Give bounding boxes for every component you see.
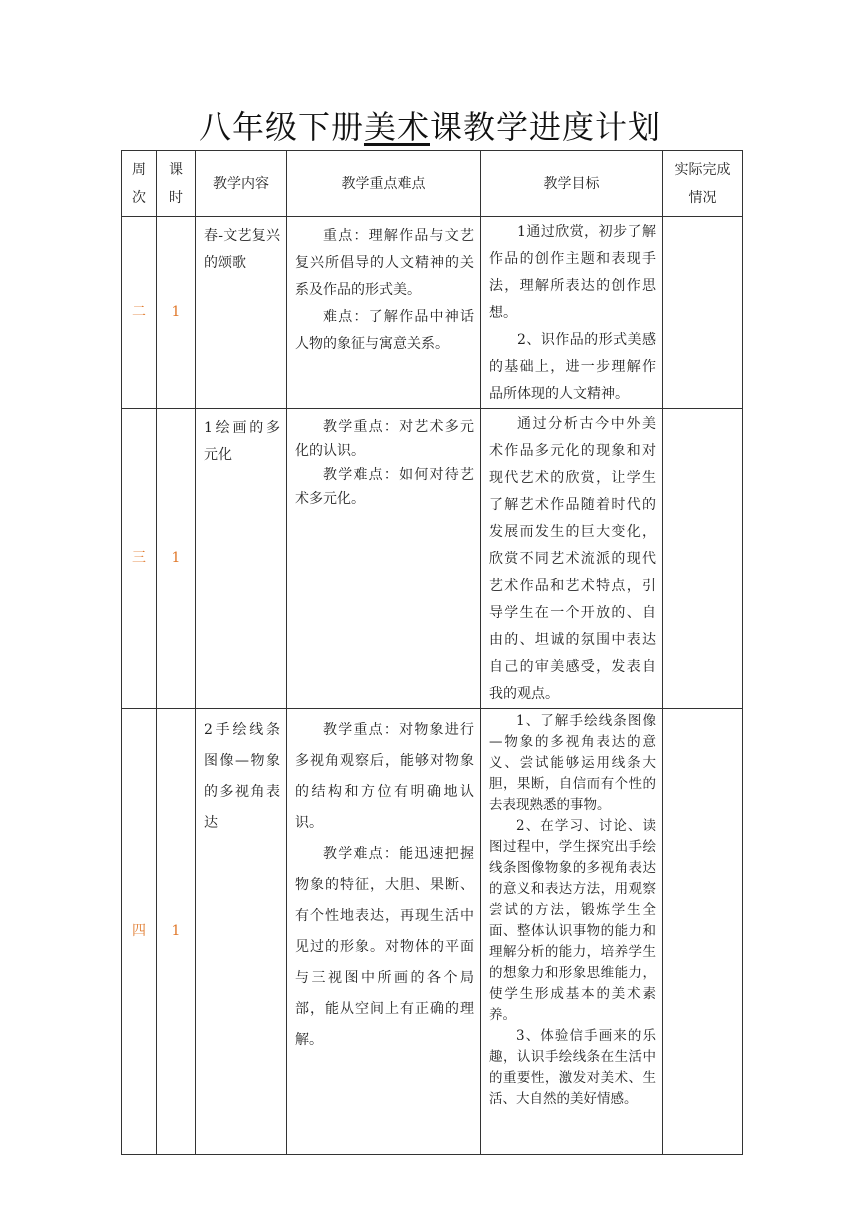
keypoints-cell bbox=[287, 709, 481, 1155]
week-cell: 四 bbox=[122, 709, 157, 1155]
goals-cell bbox=[481, 217, 663, 409]
hours-cell: 1 bbox=[157, 217, 196, 409]
header-keypoints: 教学重点难点 bbox=[287, 151, 481, 217]
content-cell: 1绘画的多元化 bbox=[196, 409, 287, 709]
goal-text: 通过分析古今中外美术作品多元化的现象和对现代艺术的欣赏，让学生了解艺术作品随着时代的发展而发生的巨大变化，欣赏不同艺术流派的现代艺术作品和艺术特点，引导学生在一个开放的、自由的、坦诚的氛围中表达自己的审美感受，发表自我的观点。 bbox=[489, 416, 656, 702]
table-row bbox=[122, 709, 743, 1155]
goal-text: 2、在学习、讨论、读图过程中，学生探究出手绘线条图像物象的多视角表达的意义和表达方法，用观察尝试的方法，锻炼学生全面、整体认识事物的能力和理解分析的能力，培养学生的想象力和形象思维能力，使学生形成基本的美术素养。 bbox=[489, 818, 656, 1023]
status-cell bbox=[663, 709, 743, 1155]
status-cell bbox=[663, 409, 743, 709]
keypoint-text: 教学重点：对艺术多元化的认识。 bbox=[295, 419, 474, 459]
keypoint-text: 重点：理解作品与文艺复兴所倡导的人文精神的关系及作品的形式美。 bbox=[295, 228, 474, 298]
goal-text: 3、体验信手画来的乐趣，认识手绘线条在生活中的重要性，激发对美术、生活、大自然的美好情感。 bbox=[489, 1028, 656, 1107]
keypoint-text: 难点：了解作品中神话人物的象征与寓意关系。 bbox=[295, 309, 474, 352]
content-cell: 2手绘线条图像—物象的多视角表达 bbox=[196, 709, 287, 1155]
goals-cell bbox=[481, 709, 663, 1155]
status-cell bbox=[663, 217, 743, 409]
title-subject: 美术 bbox=[363, 108, 430, 146]
hours-cell: 1 bbox=[157, 709, 196, 1155]
keypoint-text: 教学难点：能迅速把握物象的特征，大胆、果断、有个性地表达，再现生活中见过的形象。对物体的平面与三视图中所画的各个局部，能从空间上有正确的理解。 bbox=[295, 846, 474, 1048]
title-prefix: 八年级下册 bbox=[198, 108, 364, 146]
schedule-table bbox=[121, 150, 743, 1155]
header-status: 实际完成情况 bbox=[663, 151, 743, 217]
header-hours: 课时 bbox=[157, 151, 196, 217]
table-row bbox=[122, 217, 743, 409]
page-title bbox=[0, 104, 860, 150]
keypoints-cell bbox=[287, 409, 481, 709]
goal-text: 2、识作品的形式美感的基础上，进一步理解作品所体现的人文精神。 bbox=[489, 332, 656, 402]
header-goals: 教学目标 bbox=[481, 151, 663, 217]
goal-text: 1、了解手绘线条图像—物象的多视角表达的意义、尝试能够运用线条大胆，果断，自信而有个性的去表现熟悉的事物。 bbox=[489, 713, 656, 813]
keypoints-cell bbox=[287, 217, 481, 409]
hours-cell: 1 bbox=[157, 409, 196, 709]
goal-text: 1通过欣赏，初步了解作品的创作主题和表现手法，理解所表达的创作思想。 bbox=[489, 224, 656, 321]
content-cell: 春-文艺复兴的颂歌 bbox=[196, 217, 287, 409]
goals-cell bbox=[481, 409, 663, 709]
week-cell: 三 bbox=[122, 409, 157, 709]
header-row bbox=[122, 151, 743, 217]
header-content: 教学内容 bbox=[196, 151, 287, 217]
week-cell: 二 bbox=[122, 217, 157, 409]
keypoint-text: 教学重点：对物象进行多视角观察后，能够对物象的结构和方位有明确地认识。 bbox=[295, 722, 474, 831]
keypoint-text: 教学难点：如何对待艺术多元化。 bbox=[295, 467, 474, 507]
header-week: 周次 bbox=[122, 151, 157, 217]
title-suffix: 课教学进度计划 bbox=[430, 108, 662, 146]
table-row bbox=[122, 409, 743, 709]
